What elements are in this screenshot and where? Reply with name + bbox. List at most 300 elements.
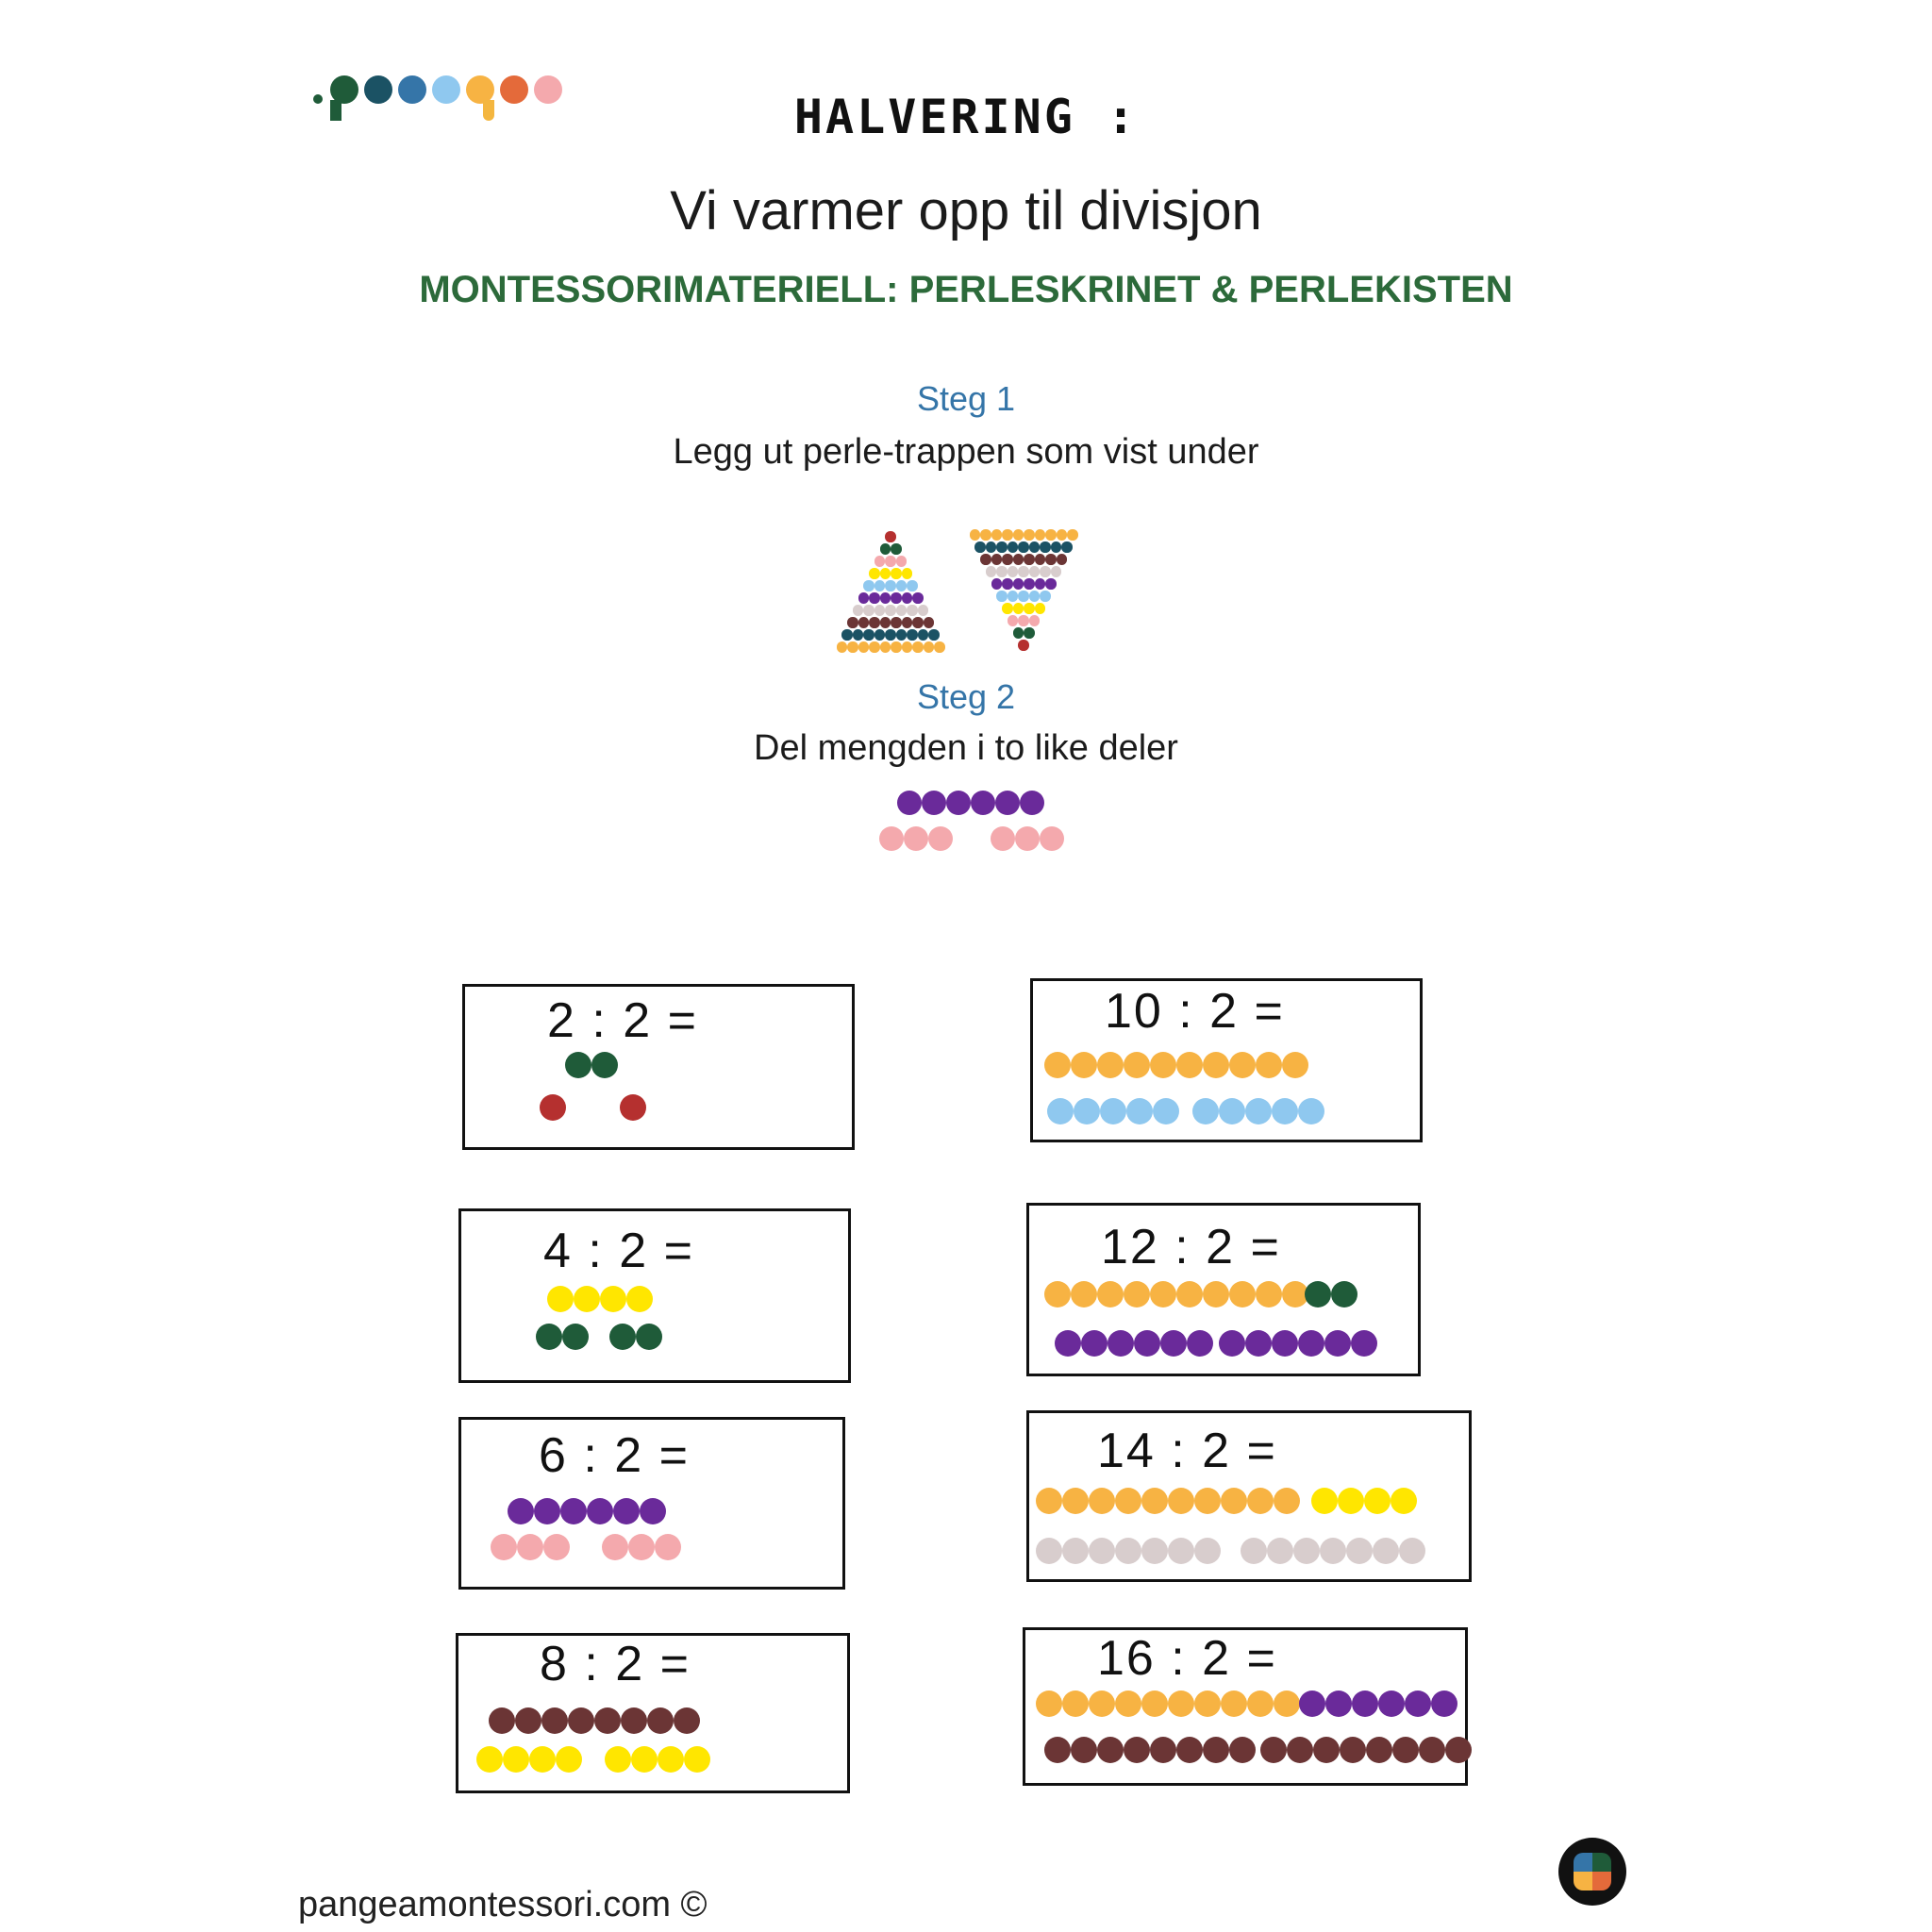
bead bbox=[1035, 603, 1046, 614]
bead bbox=[1346, 1538, 1373, 1564]
bead bbox=[1176, 1281, 1203, 1307]
bead bbox=[1044, 1281, 1071, 1307]
bead bbox=[1445, 1737, 1472, 1763]
bead bbox=[1150, 1281, 1176, 1307]
bead bbox=[1057, 529, 1068, 541]
bead bbox=[1115, 1690, 1141, 1717]
bead bbox=[1089, 1538, 1115, 1564]
bead bbox=[1150, 1737, 1176, 1763]
bead bbox=[560, 1498, 587, 1524]
bead bbox=[1002, 603, 1013, 614]
bead bbox=[1071, 1281, 1097, 1307]
bead bbox=[1081, 1330, 1108, 1357]
bead bbox=[1168, 1690, 1194, 1717]
bead bbox=[515, 1707, 541, 1734]
bead bbox=[1229, 1281, 1256, 1307]
bead bbox=[1018, 566, 1029, 577]
bead bbox=[1203, 1281, 1229, 1307]
stair-bar-2 bbox=[1013, 627, 1035, 639]
stair-bar-5 bbox=[863, 580, 918, 591]
stair-bar-8 bbox=[847, 617, 934, 628]
task-half-right bbox=[1241, 1538, 1425, 1564]
task-equation: 10 : 2 = bbox=[1105, 984, 1285, 1039]
bead bbox=[996, 541, 1008, 553]
bead bbox=[674, 1707, 700, 1734]
bead bbox=[1045, 578, 1057, 590]
bead bbox=[1013, 603, 1024, 614]
bead bbox=[880, 617, 891, 628]
bead bbox=[1013, 554, 1024, 565]
bead bbox=[1298, 1330, 1324, 1357]
bead bbox=[1405, 1690, 1431, 1717]
task-half-right bbox=[609, 1324, 662, 1350]
bead bbox=[1256, 1052, 1282, 1078]
bead bbox=[609, 1324, 636, 1350]
bead bbox=[1029, 566, 1041, 577]
task-half-left bbox=[1047, 1098, 1179, 1124]
bead bbox=[980, 554, 991, 565]
bead bbox=[1024, 578, 1035, 590]
bead bbox=[1176, 1737, 1203, 1763]
bead bbox=[1035, 578, 1046, 590]
bead bbox=[1272, 1330, 1298, 1357]
task-bar-6 bbox=[1299, 1690, 1457, 1717]
bead bbox=[1392, 1737, 1419, 1763]
task-half-left bbox=[491, 1534, 570, 1560]
bead bbox=[1008, 591, 1019, 602]
bead bbox=[1051, 541, 1062, 553]
bead bbox=[1008, 615, 1019, 626]
bead bbox=[517, 1534, 543, 1560]
bead bbox=[562, 1324, 589, 1350]
bead bbox=[924, 641, 935, 653]
bead bbox=[600, 1286, 626, 1312]
bead bbox=[1194, 1690, 1221, 1717]
bead bbox=[928, 826, 953, 851]
task-half-right bbox=[1219, 1330, 1377, 1357]
bead bbox=[1203, 1052, 1229, 1078]
bead bbox=[1035, 554, 1046, 565]
bead bbox=[640, 1498, 666, 1524]
bead bbox=[1115, 1488, 1141, 1514]
task-half-right bbox=[1192, 1098, 1324, 1124]
stair-bar-3 bbox=[1008, 615, 1041, 626]
bead bbox=[891, 543, 902, 555]
bead bbox=[1045, 554, 1057, 565]
bead bbox=[991, 578, 1003, 590]
task-bar-2 bbox=[565, 1052, 618, 1078]
bead bbox=[565, 1052, 591, 1078]
bead bbox=[858, 617, 870, 628]
bead bbox=[636, 1324, 662, 1350]
bead bbox=[1062, 1538, 1089, 1564]
bead bbox=[1260, 1737, 1287, 1763]
bead bbox=[1124, 1052, 1150, 1078]
task-half-left bbox=[540, 1094, 566, 1121]
bead bbox=[1325, 1690, 1352, 1717]
bead bbox=[1293, 1538, 1320, 1564]
bead bbox=[995, 791, 1020, 815]
task-equation: 14 : 2 = bbox=[1097, 1424, 1277, 1478]
bead bbox=[536, 1324, 562, 1350]
bead bbox=[880, 568, 891, 579]
bead bbox=[1040, 591, 1051, 602]
bead bbox=[556, 1746, 582, 1773]
bead bbox=[491, 1534, 517, 1560]
bead bbox=[1100, 1098, 1126, 1124]
bead bbox=[621, 1707, 647, 1734]
task-bar-8 bbox=[489, 1707, 700, 1734]
example-bar-6 bbox=[897, 791, 1044, 815]
bead bbox=[902, 592, 913, 604]
bead bbox=[626, 1286, 653, 1312]
pangea-badge-icon bbox=[1558, 1838, 1626, 1906]
task-half-left bbox=[1036, 1538, 1221, 1564]
footer-website: pangeamontessori.com © bbox=[298, 1885, 708, 1924]
bead bbox=[1002, 578, 1013, 590]
bead bbox=[1040, 541, 1051, 553]
bead bbox=[841, 629, 853, 641]
bead bbox=[1126, 1098, 1153, 1124]
bead bbox=[1176, 1052, 1203, 1078]
bead bbox=[912, 617, 924, 628]
bead bbox=[1061, 541, 1073, 553]
task-equation: 8 : 2 = bbox=[540, 1637, 691, 1691]
bead bbox=[1040, 566, 1051, 577]
bead bbox=[891, 641, 902, 653]
bead bbox=[1002, 529, 1013, 541]
bead bbox=[891, 617, 902, 628]
bead bbox=[907, 580, 918, 591]
bead bbox=[922, 791, 946, 815]
bead bbox=[1324, 1330, 1351, 1357]
bead bbox=[1352, 1690, 1378, 1717]
bead bbox=[1431, 1690, 1457, 1717]
bead bbox=[574, 1286, 600, 1312]
bead bbox=[1029, 615, 1041, 626]
bead bbox=[1024, 627, 1035, 639]
bead bbox=[904, 826, 928, 851]
bead bbox=[874, 556, 886, 567]
bead bbox=[946, 791, 971, 815]
bead bbox=[1071, 1737, 1097, 1763]
task-bar-10 bbox=[1044, 1281, 1308, 1307]
bead bbox=[1203, 1737, 1229, 1763]
bead bbox=[568, 1707, 594, 1734]
bead bbox=[986, 566, 997, 577]
bead bbox=[918, 605, 929, 616]
stair-bar-4 bbox=[869, 568, 912, 579]
bead bbox=[980, 529, 991, 541]
bead bbox=[655, 1534, 681, 1560]
bead bbox=[540, 1094, 566, 1121]
bead bbox=[1013, 627, 1024, 639]
stair-bar-9 bbox=[974, 541, 1073, 553]
bead bbox=[869, 592, 880, 604]
bead bbox=[885, 605, 896, 616]
stair-bar-1 bbox=[1018, 640, 1029, 651]
bead bbox=[1067, 529, 1078, 541]
bead bbox=[591, 1052, 618, 1078]
bead bbox=[1013, 529, 1024, 541]
bead bbox=[1018, 541, 1029, 553]
bead bbox=[1274, 1488, 1300, 1514]
stair-bar-6 bbox=[991, 578, 1057, 590]
bead bbox=[1256, 1281, 1282, 1307]
bead bbox=[1013, 578, 1024, 590]
bead bbox=[1391, 1488, 1417, 1514]
bead bbox=[1008, 541, 1019, 553]
bead bbox=[1313, 1737, 1340, 1763]
bead bbox=[1287, 1737, 1313, 1763]
step1-description: Legg ut perle-trappen som vist under bbox=[673, 432, 1259, 472]
stair-bar-5 bbox=[996, 591, 1051, 602]
bead bbox=[1311, 1488, 1338, 1514]
bead bbox=[1168, 1488, 1194, 1514]
bead bbox=[1247, 1690, 1274, 1717]
bead bbox=[847, 617, 858, 628]
bead bbox=[1351, 1330, 1377, 1357]
worksheet-title: HALVERING : bbox=[793, 90, 1139, 144]
bead bbox=[879, 826, 904, 851]
task-half-right bbox=[1260, 1737, 1472, 1763]
bead bbox=[620, 1094, 646, 1121]
task-bar-10 bbox=[1036, 1488, 1300, 1514]
task-half-left bbox=[476, 1746, 582, 1773]
bead bbox=[1124, 1737, 1150, 1763]
bead bbox=[880, 543, 891, 555]
bead bbox=[853, 605, 864, 616]
bead bbox=[874, 580, 886, 591]
bead bbox=[1274, 1690, 1300, 1717]
bead bbox=[924, 617, 935, 628]
bead bbox=[902, 617, 913, 628]
bead bbox=[858, 641, 870, 653]
bead bbox=[1219, 1330, 1245, 1357]
bead bbox=[996, 591, 1008, 602]
task-bar-6 bbox=[508, 1498, 666, 1524]
stair-bar-3 bbox=[874, 556, 908, 567]
bead bbox=[880, 641, 891, 653]
bead bbox=[1241, 1538, 1267, 1564]
task-half-left bbox=[1044, 1737, 1256, 1763]
bead bbox=[891, 592, 902, 604]
bead bbox=[934, 641, 945, 653]
bead bbox=[996, 566, 1008, 577]
stair-bar-1 bbox=[885, 531, 896, 542]
bead bbox=[489, 1707, 515, 1734]
bead bbox=[1298, 1098, 1324, 1124]
bead bbox=[543, 1534, 570, 1560]
bead bbox=[547, 1286, 574, 1312]
bead bbox=[1194, 1488, 1221, 1514]
bead bbox=[974, 541, 986, 553]
bead bbox=[1419, 1737, 1445, 1763]
task-equation: 2 : 2 = bbox=[547, 993, 698, 1048]
bead bbox=[1051, 566, 1062, 577]
bead bbox=[1141, 1690, 1168, 1717]
bead bbox=[869, 641, 880, 653]
bead bbox=[1141, 1488, 1168, 1514]
stair-bar-6 bbox=[858, 592, 924, 604]
bead bbox=[1245, 1330, 1272, 1357]
bead bbox=[1373, 1538, 1399, 1564]
bead bbox=[1229, 1737, 1256, 1763]
bead bbox=[1192, 1098, 1219, 1124]
bead bbox=[885, 629, 896, 641]
bead bbox=[476, 1746, 503, 1773]
bead bbox=[885, 580, 896, 591]
bead bbox=[863, 629, 874, 641]
bead bbox=[1018, 591, 1029, 602]
bead bbox=[891, 568, 902, 579]
bead bbox=[1194, 1538, 1221, 1564]
bead bbox=[863, 580, 874, 591]
bead bbox=[1074, 1098, 1100, 1124]
bead bbox=[1062, 1690, 1089, 1717]
bead bbox=[605, 1746, 631, 1773]
bead bbox=[602, 1534, 628, 1560]
bead bbox=[1029, 541, 1041, 553]
bead bbox=[971, 791, 995, 815]
bead bbox=[1320, 1538, 1346, 1564]
task-bar-10 bbox=[1036, 1690, 1300, 1717]
bead bbox=[1036, 1690, 1062, 1717]
task-bar-4 bbox=[1311, 1488, 1417, 1514]
bead bbox=[986, 541, 997, 553]
task-box-4 bbox=[458, 1208, 851, 1383]
bead bbox=[1267, 1538, 1293, 1564]
bead bbox=[1247, 1488, 1274, 1514]
step2-description: Del mengden i to like deler bbox=[754, 728, 1178, 768]
bead bbox=[1036, 1488, 1062, 1514]
bead bbox=[1108, 1330, 1134, 1357]
bead bbox=[1366, 1737, 1392, 1763]
task-half-right bbox=[602, 1534, 681, 1560]
task-box-2 bbox=[462, 984, 855, 1150]
bead bbox=[1153, 1098, 1179, 1124]
bead bbox=[1018, 640, 1029, 651]
bead bbox=[1219, 1098, 1245, 1124]
bead bbox=[1134, 1330, 1160, 1357]
task-equation: 12 : 2 = bbox=[1101, 1220, 1281, 1274]
bead bbox=[1115, 1538, 1141, 1564]
stair-bar-7 bbox=[986, 566, 1062, 577]
bead bbox=[928, 629, 940, 641]
task-bar-10 bbox=[1044, 1052, 1308, 1078]
bead bbox=[853, 629, 864, 641]
task-equation: 16 : 2 = bbox=[1097, 1631, 1277, 1686]
bead bbox=[1015, 826, 1040, 851]
example-half-right bbox=[991, 826, 1064, 851]
task-bar-2 bbox=[1305, 1281, 1357, 1307]
bead bbox=[541, 1707, 568, 1734]
bead bbox=[918, 629, 929, 641]
bead bbox=[631, 1746, 658, 1773]
bead bbox=[1008, 566, 1019, 577]
bead bbox=[991, 826, 1015, 851]
bead bbox=[1044, 1737, 1071, 1763]
bead bbox=[991, 529, 1003, 541]
bead bbox=[896, 605, 908, 616]
bead bbox=[896, 556, 908, 567]
bead bbox=[1024, 554, 1035, 565]
bead bbox=[1018, 615, 1029, 626]
bead bbox=[1364, 1488, 1391, 1514]
bead bbox=[902, 641, 913, 653]
bead bbox=[1245, 1098, 1272, 1124]
bead bbox=[508, 1498, 534, 1524]
bead bbox=[1040, 826, 1064, 851]
bead bbox=[912, 592, 924, 604]
bead bbox=[1299, 1690, 1325, 1717]
bead bbox=[1035, 529, 1046, 541]
bead bbox=[1229, 1052, 1256, 1078]
bead bbox=[970, 529, 981, 541]
bead bbox=[613, 1498, 640, 1524]
bead bbox=[1272, 1098, 1298, 1124]
example-half-left bbox=[879, 826, 953, 851]
bead bbox=[1187, 1330, 1213, 1357]
bead bbox=[896, 629, 908, 641]
bead bbox=[628, 1534, 655, 1560]
bead bbox=[858, 592, 870, 604]
bead bbox=[529, 1746, 556, 1773]
task-bar-4 bbox=[547, 1286, 653, 1312]
stair-bar-4 bbox=[1002, 603, 1045, 614]
task-half-right bbox=[620, 1094, 646, 1121]
bead bbox=[907, 605, 918, 616]
task-half-left bbox=[1055, 1330, 1213, 1357]
bead bbox=[874, 605, 886, 616]
bead bbox=[1029, 591, 1041, 602]
bead bbox=[907, 629, 918, 641]
task-half-right bbox=[605, 1746, 710, 1773]
bead bbox=[869, 617, 880, 628]
bead bbox=[885, 531, 896, 542]
bead bbox=[847, 641, 858, 653]
bead bbox=[1047, 1098, 1074, 1124]
stair-bar-2 bbox=[880, 543, 902, 555]
bead bbox=[1305, 1281, 1331, 1307]
bead bbox=[1071, 1052, 1097, 1078]
bead bbox=[1168, 1538, 1194, 1564]
stair-bar-8 bbox=[980, 554, 1067, 565]
bead bbox=[684, 1746, 710, 1773]
bead bbox=[647, 1707, 674, 1734]
bead bbox=[1141, 1538, 1168, 1564]
bead bbox=[587, 1498, 613, 1524]
task-half-left bbox=[536, 1324, 589, 1350]
bead bbox=[594, 1707, 621, 1734]
bead bbox=[1331, 1281, 1357, 1307]
stair-bar-9 bbox=[841, 629, 940, 641]
step1-label: Steg 1 bbox=[916, 379, 1016, 418]
bead bbox=[1221, 1488, 1247, 1514]
bead bbox=[658, 1746, 684, 1773]
bead bbox=[1036, 1538, 1062, 1564]
step2-label: Steg 2 bbox=[916, 677, 1016, 716]
bead bbox=[1089, 1690, 1115, 1717]
task-equation: 4 : 2 = bbox=[543, 1224, 694, 1278]
bead bbox=[1097, 1737, 1124, 1763]
bead bbox=[1089, 1488, 1115, 1514]
worksheet-subtitle: Vi varmer opp til divisjon bbox=[670, 180, 1262, 242]
bead bbox=[1045, 529, 1057, 541]
bead bbox=[897, 791, 922, 815]
stair-bar-10 bbox=[837, 641, 945, 653]
bead bbox=[534, 1498, 560, 1524]
